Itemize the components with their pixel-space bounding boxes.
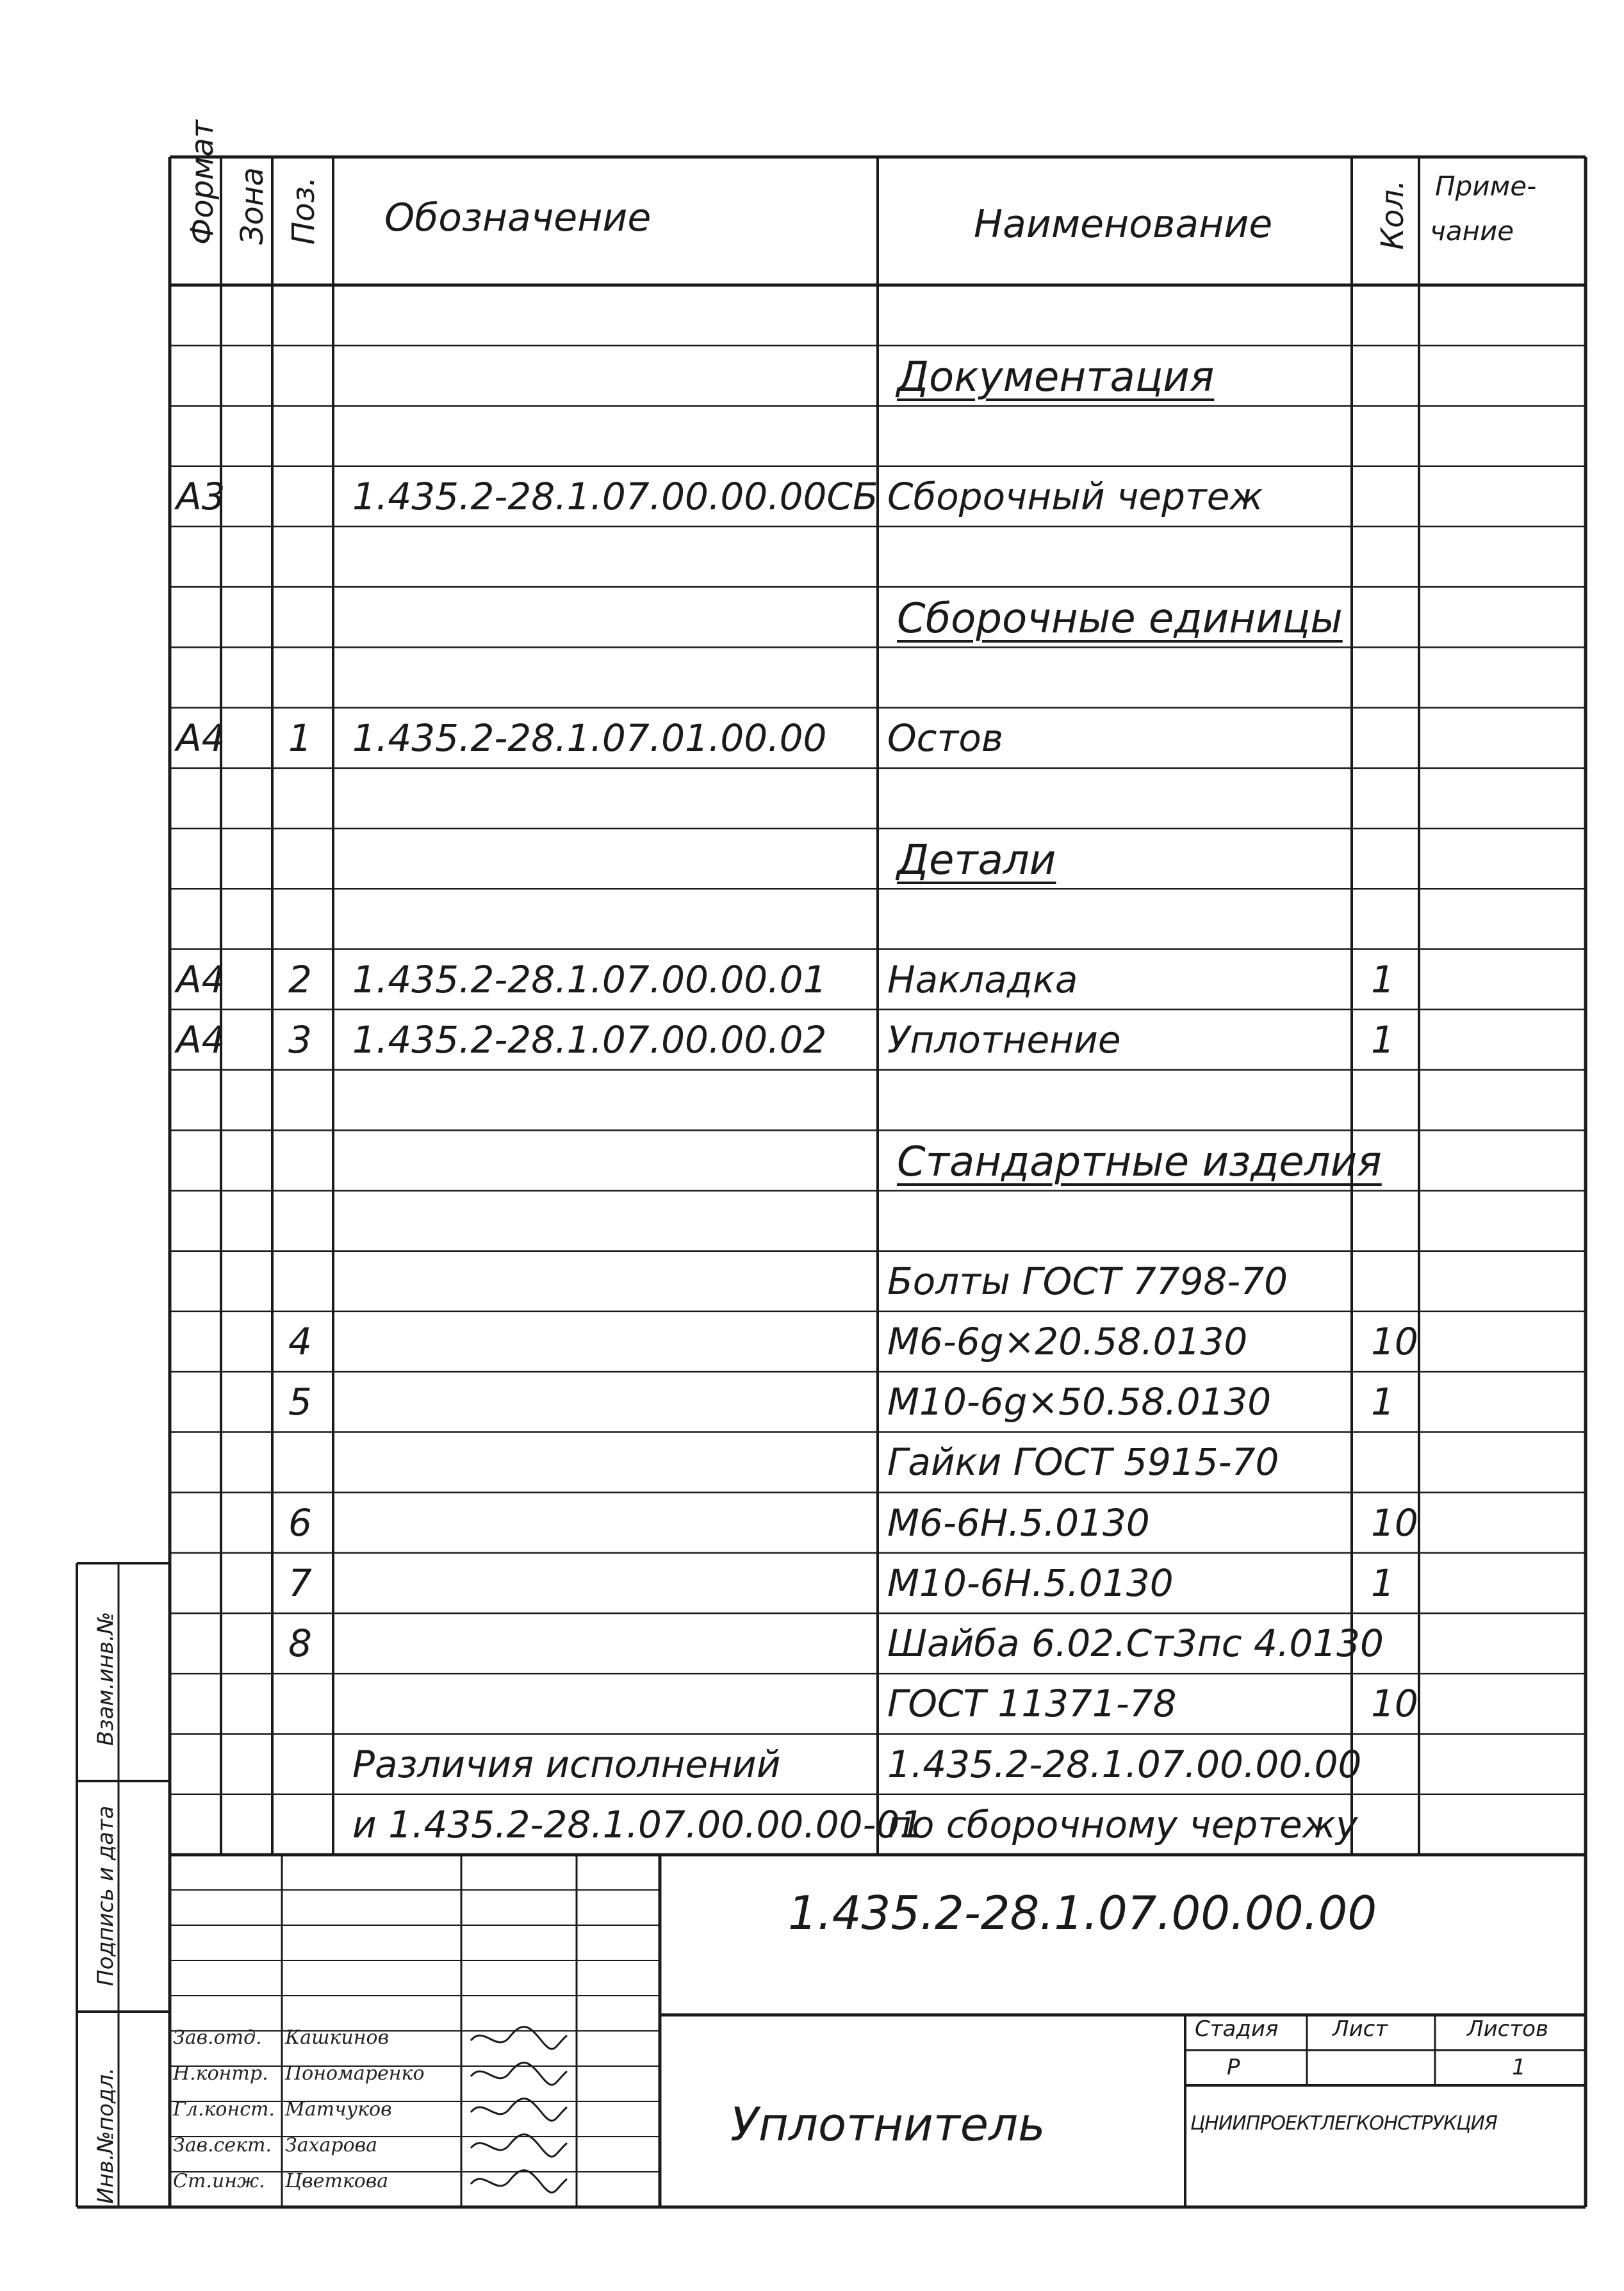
row-name: Уплотнение xyxy=(887,1017,1121,1062)
product-name: Уплотнитель xyxy=(730,2098,1046,2151)
row-qty: 1 xyxy=(1371,1561,1395,1605)
header-note-line2: чание xyxy=(1430,215,1514,247)
signature-role: Зав.отд. xyxy=(173,2026,262,2049)
header-qty: Кол. xyxy=(1375,179,1411,250)
row-format: А4 xyxy=(176,716,226,760)
row-pos: 8 xyxy=(288,1622,312,1666)
signature-name: Кашкинов xyxy=(285,2026,390,2049)
row-name: М10-6Н.5.0130 xyxy=(887,1561,1174,1605)
row-qty: 1 xyxy=(1371,1380,1395,1424)
row-qty: 10 xyxy=(1371,1500,1418,1545)
handwritten-signature xyxy=(471,2027,567,2049)
header-zone: Зона xyxy=(234,167,270,245)
row-qty: 1 xyxy=(1371,1017,1395,1062)
row-name: 1.435.2-28.1.07.00.00.00 xyxy=(887,1742,1362,1786)
signature-role: Зав.сект. xyxy=(173,2134,272,2156)
signature-role: Н.контр. xyxy=(173,2062,268,2085)
row-pos: 3 xyxy=(288,1017,312,1062)
row-pos: 6 xyxy=(288,1500,312,1545)
organization: ЦНИИПРОЕКТЛЕГКОНСТРУКЦИЯ xyxy=(1190,2112,1497,2135)
row-pos: 1 xyxy=(288,716,312,760)
row-format: А3 xyxy=(176,474,226,518)
row-name: М10-6g×50.58.0130 xyxy=(887,1380,1272,1424)
signature-role: Гл.конст. xyxy=(173,2098,275,2121)
signature-role: Ст.инж. xyxy=(173,2170,265,2192)
row-name: Шайба 6.02.Ст3пс 4.0130 xyxy=(887,1622,1384,1666)
row-name: Остов xyxy=(887,716,1003,760)
signature-name: Матчуков xyxy=(285,2098,392,2121)
handwritten-signature xyxy=(471,2135,567,2157)
side-inv-podl: Инв.№подл. xyxy=(93,2067,119,2204)
sheets-label: Листов xyxy=(1467,2016,1549,2042)
row-designation: 1.435.2-28.1.07.00.00.02 xyxy=(352,1017,827,1062)
row-designation: 1.435.2-28.1.07.01.00.00 xyxy=(352,716,827,760)
row-designation: и 1.435.2-28.1.07.00.00.00-01 xyxy=(352,1802,924,1846)
row-designation: 1.435.2-28.1.07.00.00.00СБ xyxy=(352,474,878,518)
signature-name: Цветкова xyxy=(285,2170,389,2192)
row-pos: 2 xyxy=(288,957,312,1001)
row-designation: 1.435.2-28.1.07.00.00.01 xyxy=(352,957,827,1001)
side-vzam-inv: Взам.инв.№ xyxy=(93,1611,119,1746)
sheet-label: Лист xyxy=(1333,2016,1388,2042)
header-designation: Обозначение xyxy=(384,195,652,240)
signature-name: Пономаренко xyxy=(285,2062,425,2085)
row-designation: Различия исполнений xyxy=(352,1742,781,1786)
section-heading: Документация xyxy=(897,354,1215,402)
row-qty: 10 xyxy=(1371,1682,1418,1726)
row-name: Болты ГОСТ 7798-70 xyxy=(887,1259,1288,1303)
header-note-line1: Приме- xyxy=(1435,170,1537,202)
side-podpis-data: Подпись и дата xyxy=(93,1805,119,1986)
header-format: Формат xyxy=(185,120,220,245)
row-pos: 7 xyxy=(288,1561,312,1605)
row-qty: 1 xyxy=(1371,957,1395,1001)
row-name: ГОСТ 11371-78 xyxy=(887,1682,1177,1726)
header-pos: Поз. xyxy=(286,176,322,245)
row-format: А4 xyxy=(176,1017,226,1062)
section-heading: Детали xyxy=(897,837,1056,885)
handwritten-signature xyxy=(471,2171,567,2193)
signature-name: Захарова xyxy=(285,2134,377,2156)
section-heading: Стандартные изделия xyxy=(897,1138,1382,1187)
sheets-value: 1 xyxy=(1512,2055,1526,2080)
row-name: Накладка xyxy=(887,957,1078,1001)
row-name: М6-6g×20.58.0130 xyxy=(887,1319,1248,1363)
row-pos: 5 xyxy=(288,1380,312,1424)
doc-number: 1.435.2-28.1.07.00.00.00 xyxy=(788,1886,1377,1940)
row-name: М6-6Н.5.0130 xyxy=(887,1500,1150,1545)
row-pos: 4 xyxy=(288,1319,312,1363)
stage-label: Стадия xyxy=(1195,2016,1279,2042)
section-heading: Сборочные единицы xyxy=(897,595,1343,643)
row-name: по сборочному чертежу xyxy=(887,1802,1358,1846)
row-name: Сборочный чертеж xyxy=(887,474,1263,518)
row-name: Гайки ГОСТ 5915-70 xyxy=(887,1440,1279,1484)
row-qty: 10 xyxy=(1371,1319,1418,1363)
header-name: Наименование xyxy=(974,202,1273,247)
stage-value: Р xyxy=(1227,2055,1240,2080)
row-format: А4 xyxy=(176,957,226,1001)
